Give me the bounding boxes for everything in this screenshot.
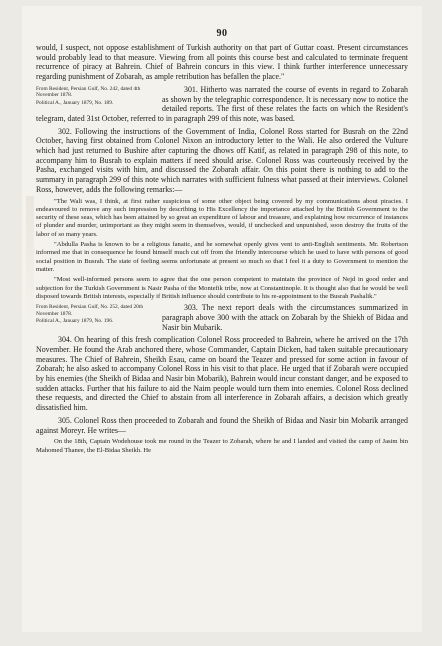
- paragraph-303-block: [36, 303, 408, 335]
- page-content: [36, 43, 408, 457]
- margin-note-line: Political A., January 1879, No. 189.: [36, 100, 114, 106]
- margin-note-303: [36, 304, 154, 326]
- margin-note-line: From Resident, Persian Gulf, No. 242, dated 4th November 1878.: [36, 85, 141, 99]
- quote-305: On the 18th, Captain Wodehouse took me round in the Teazer to Zobarah, where he and I landed and visited the camp of Jasim bin Mahomed Thanee, the El-Bidaa Sheikh. He: [36, 438, 408, 454]
- document-page: [22, 6, 422, 632]
- paragraph-301: 301. Hitherto was narrated the course of events in regard to Zobarah as shown by the telegraphic correspondence. It is necessary now to notice the detailed reports. The first of these relates the facts on which the Resident's telegram, dated 31st October, referred to in paragraph 299 of this note, was based.: [36, 84, 408, 123]
- quote-2: "Abdulla Pasha is known to be a religious fanatic, and he somewhat openly gives vent to anti-English sentiments. Mr. Robertson informed me that in consequence he found himself much cut off from the friendly intercourse which he used to have with persons of good social position in Busrah. The state of feeling seems unfortunate at present so much so that I feel it a duty to Government to mention the matter.: [36, 241, 408, 273]
- paragraph-305: 305. Colonel Ross then proceeded to Zobarah and found the Sheikh of Bidaa and Nasir bin Mobarik arranged against Moreyr. He writes—: [36, 415, 408, 435]
- margin-note-line: From Resident, Persian Gulf, No. 252, dated 20th November 1878.: [36, 304, 144, 317]
- paragraph-intro: would, I suspect, not oppose establishment of Turkish authority on that part of Guttar coast. Present circumstances would probably lead to that measure. Viewing from all points this course best and calculated to terminate frequent recurrence of piracy at Bahrein. Chief of Bahrein concurs in this view. I think further interference unnecessary regarding punishment of Zobarah, as ample retribution has befallen the place.": [36, 43, 408, 82]
- page-number: 90: [216, 28, 228, 39]
- quote-1: "The Wali was, I think, at first rather suspicious of some other object being covered by my communications about piracies. I endeavoured to remove any such impression by describing to His Excellency the importance attached by the British Government to the security of these seas, which has been attained by so great an expenditure of labour and treasure, and explaining how recurrence of instances of plunder and murder, unimportant as they might seem in themselves, would, if unchecked and unpunished, soon destroy the fruits of the labor of so many years.: [36, 197, 408, 238]
- margin-note-line: Political A., January 1879, No. 196.: [36, 318, 114, 325]
- margin-note-301: [36, 86, 154, 108]
- paragraph-301-block: [36, 85, 408, 127]
- paragraph-302: 302. Following the instructions of the Government of India, Colonel Ross started for Busrah on the 22nd October, having first obtained from Colonel Nixon an introductory letter to the Wali. He also ordered the Vulture which had just returned to Bushire after capturing the dhows off Katif, as related in paragraph 298 of this note, to accompany him to Busrah to explain matters if need should arise. Colonel Ross was courteously received by the Pasha, exchanged visits with him, and discussed the Zobarah affair. On this point there is nothing to add to the summary in paragraph 299 of this note which narrates with sufficient fulness what passed at their interviews. Colonel Ross, however, adds the following remarks:—: [36, 126, 408, 194]
- page-edge-shadow: [26, 196, 34, 326]
- paragraph-304: 304. On hearing of this fresh complication Colonel Ross proceeded to Bahrein, where he arrived on the 17th November. He found the Arab anchored there, whose Commander, Captain Dicken, had taken suitable precautionary measures. The Chief of Bahrein, Sheikh Esau, came on board the Teazer and pressed for some action in favour of Zobarah; he also asked to accompany Colonel Ross in his visit to that place. He urged that if Zobarah were occupied by his enemies (the Sheikh of Bidaa and Nasir bin Mobarik), Bahrein would incur constant danger, and be exposed to sudden attacks. Further that his failure to aid the Naim people would turn them into enemies. Colonel Ross declined these requests, and directed the Chief to abstain from all interference in Zobarah affairs, a decision which greatly dissatisfied him.: [36, 335, 408, 413]
- paragraph-303: 303. The next report deals with the circumstances summarized in paragraph above 300 with the attack on Zobarah by the Shiekh of Bidaa and Nasir bin Mubarik.: [162, 303, 408, 332]
- quote-3: "Most well-informed persons seem to agree that the one person competent to maintain the province of Nejd in good order and subjection for the Turkish Government is Nasir Pasha of the Montefik tribe, now at Constantinople. It is thought also that he would be well disposed towards British interests, especially if British influence should contribute to his re-appointment to the Busrah Pashalik.": [36, 276, 408, 300]
